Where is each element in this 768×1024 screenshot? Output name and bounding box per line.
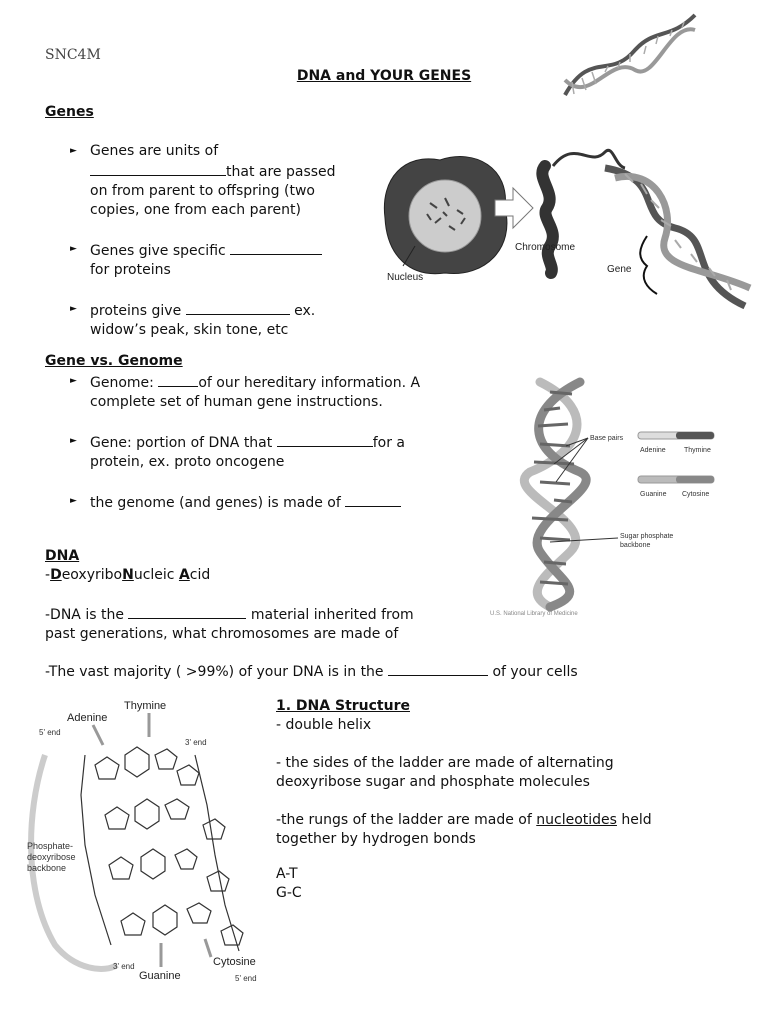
blank-line xyxy=(230,240,322,255)
thymine-label: Thymine xyxy=(684,447,711,454)
chromosome-shape xyxy=(542,166,553,273)
chromosome-label: Chromosome xyxy=(515,242,576,253)
backbone-label-2: deoxyribose xyxy=(27,852,76,862)
blank-line xyxy=(90,161,226,176)
image-credit: U.S. National Library of Medicine xyxy=(490,611,578,617)
dna-paragraph-2: -The vast majority ( >99%) of your DNA is in the of your cells xyxy=(45,661,578,682)
five-end-top: 5' end xyxy=(39,728,61,737)
list-item: ► the genome (and genes) is made of xyxy=(68,492,468,513)
dna-acronym: -DeoxyriboNucleic Acid xyxy=(45,567,211,583)
guanine-label: Guanine xyxy=(640,491,667,498)
blank-line xyxy=(345,492,401,507)
list-item: ► Genes are units of that are passed on from parent to offspring (two copies, one from each parent) xyxy=(68,142,358,220)
page-title: DNA and YOUR GENES xyxy=(296,68,472,84)
blank-line xyxy=(277,432,373,447)
guanine-label: Guanine xyxy=(139,970,181,982)
blank-line xyxy=(186,300,290,315)
genes-heading: Genes xyxy=(45,104,94,120)
base-pair-helix-figure xyxy=(490,372,745,622)
pair-at: A-T xyxy=(276,866,298,882)
helix-decoration-icon xyxy=(560,10,700,102)
three-end-bottom: 3' end xyxy=(113,962,135,971)
course-code: SNC4M xyxy=(45,47,101,63)
adenine-label: Adenine xyxy=(640,447,666,454)
gene-bracket xyxy=(640,236,657,294)
list-item: ► Genome: of our hereditary information. A complete set of human gene instructions. xyxy=(68,372,468,412)
pointer-arrow-icon xyxy=(93,725,103,745)
molecule-figure xyxy=(25,695,270,990)
nucleus-shape xyxy=(409,180,481,252)
list-item: ► Genes give specific for proteins xyxy=(68,240,358,280)
dna-paragraph-1: -DNA is the material inherited from past generations, what chromosomes are made of xyxy=(45,604,465,644)
cytosine-label: Cytosine xyxy=(213,956,256,968)
blank-line xyxy=(158,372,198,387)
list-item: ► Gene: portion of DNA that for a protein, ex. proto oncogene xyxy=(68,432,468,472)
backbone-label: backbone xyxy=(620,542,651,549)
pointer-arrow-icon xyxy=(205,939,211,957)
thymine-label: Thymine xyxy=(124,700,167,712)
gene-genome-heading: Gene vs. Genome xyxy=(45,353,183,369)
cytosine-label: Cytosine xyxy=(682,491,710,498)
backbone-label-1: Phosphate- xyxy=(27,841,74,851)
structure-text: - double helix - the sides of the ladder are made of alternating deoxyribose sugar and phosphate molecules -the rungs of the ladder are made of nucleotides held together by hydrogen bonds A-T G-C xyxy=(276,716,716,903)
five-end-bottom: 5' end xyxy=(235,974,257,983)
base-pairs-label: Base pairs xyxy=(590,435,624,442)
gene-label: Gene xyxy=(607,264,632,275)
adenine-label: Adenine xyxy=(67,712,108,724)
pair-gc: G-C xyxy=(276,885,302,901)
blank-line xyxy=(388,661,488,676)
structure-heading: 1. DNA Structure xyxy=(276,698,410,714)
backbone-label-3: backbone xyxy=(27,863,67,873)
blank-line xyxy=(128,604,246,619)
genes-list xyxy=(68,142,358,340)
sugar-phosphate-label: Sugar phosphate xyxy=(620,533,674,540)
three-end-top: 3' end xyxy=(185,738,207,747)
dna-heading: DNA xyxy=(45,548,80,564)
coil-shape xyxy=(553,150,625,168)
nucleus-label: Nucleus xyxy=(387,272,424,283)
genome-list xyxy=(68,372,468,513)
list-item: ► proteins give ex. widow’s peak, skin tone, etc xyxy=(68,300,358,340)
chromosome-figure xyxy=(375,138,755,310)
